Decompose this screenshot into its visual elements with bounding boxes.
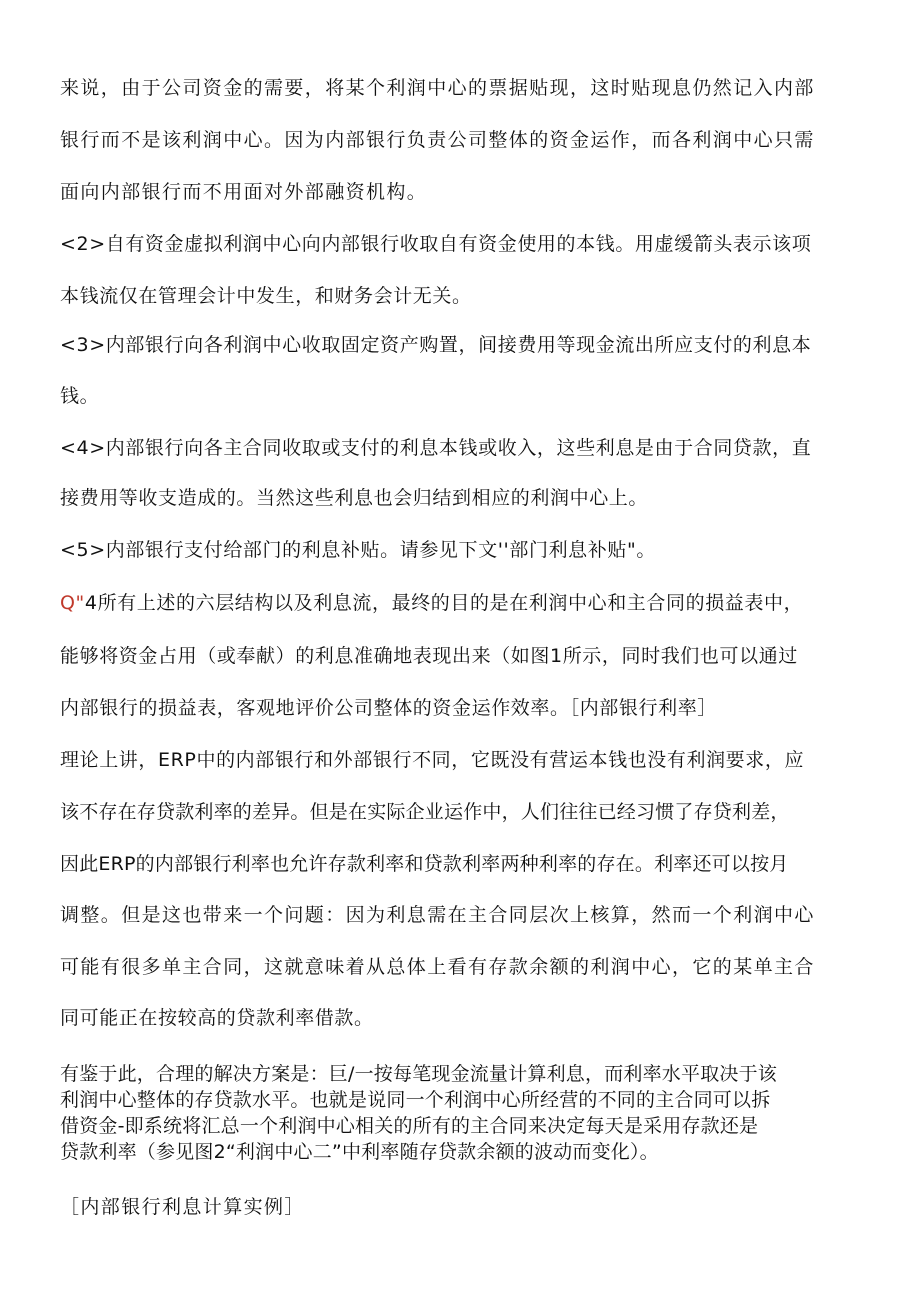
rate-paragraph-line: 同可能正在按较高的贷款利率借款。 [60,1007,374,1029]
solution-paragraph-line: 贷款利率（参见图2“利润中心二”中利率随存贷款余额的波动而变化）。 [60,1141,659,1163]
solution-paragraph-line: 借资金-即系统将汇总一个利润中心相关的所有的主合同来决定每天是采用存款还是 [60,1115,759,1137]
text-line: 银行而不是该利润中心。因为内部银行负责公司整体的资金运作，而各利润中心只需 [60,129,815,151]
section-heading: ［内部银行利息计算实例］ [60,1196,305,1218]
red-mark: Q" [60,592,85,614]
list-item-2-line: 本钱流仅在管理会计中发生，和财务会计无关。 [60,285,472,307]
summary-line [60,591,860,615]
rate-paragraph-line: 可能有很多单主合同，这就意味着从总体上看有存款余额的利润中心，它的某单主合 [60,956,815,978]
solution-paragraph-line: 利润中心整体的存贷款水平。也就是说同一个利润中心所经营的不同的主合同可以拆 [60,1089,771,1111]
rate-paragraph-line: 因此ERP的内部银行利率也允许存款利率和贷款利率两种利率的存在。利率还可以按月 [60,853,789,875]
list-item-4-line: <4>内部银行向各主合同收取或支付的利息本钱或收入，这些利息是由于合同贷款，直 [60,437,812,459]
list-item-3-line: <3>内部银行向各利润中心收取固定资产购置，间接费用等现金流出所应支付的利息本 [60,334,812,356]
rate-paragraph-line: 理论上讲，ERP中的内部银行和外部银行不同，它既没有营运本钱也没有利润要求，应 [60,749,805,771]
solution-paragraph-line: 有鉴于此，合理的解决方案是：巨/一按每笔现金流量计算利息，而利率水平取决于该 [60,1063,778,1085]
list-item-5-line: <5>内部银行支付给部门的利息补贴。请参见下文''部门利息补贴"。 [60,539,656,561]
rate-paragraph-line: 该不存在存贷款利率的差异。但是在实际企业运作中，人们往往已经习惯了存贷利差， [60,801,790,823]
text-line: 来说，由于公司资金的需要，将某个利润中心的票据贴现，这时贴现息仍然记入内部 [60,77,815,99]
list-item-3-line: 钱。 [60,385,100,407]
list-item-4-line: 接费用等收支造成的。当然这些利息也会归结到相应的利润中心上。 [60,487,649,509]
summary-line: 内部银行的损益表，客观地评价公司整体的资金运作效率。［内部银行利率］ [60,697,717,719]
rate-paragraph-line: 调整。但是这也带来一个问题：因为利息需在主合同层次上核算，然而一个利润中心 [60,904,815,926]
text-line: 面向内部银行而不用面对外部融资机构。 [60,181,428,203]
list-item-2-line: <2>自有资金虚拟利润中心向内部银行收取自有资金使用的本钱。用虚缓箭头表示该项 [60,233,812,255]
summary-line-text: 4所有上述的六层结构以及利息流，最终的目的是在利润中心和主合同的损益表中， [84,592,804,614]
summary-line: 能够将资金占用（或奉献）的利息准确地表现出来（如图1所示，同时我们也可以通过 [60,645,798,667]
